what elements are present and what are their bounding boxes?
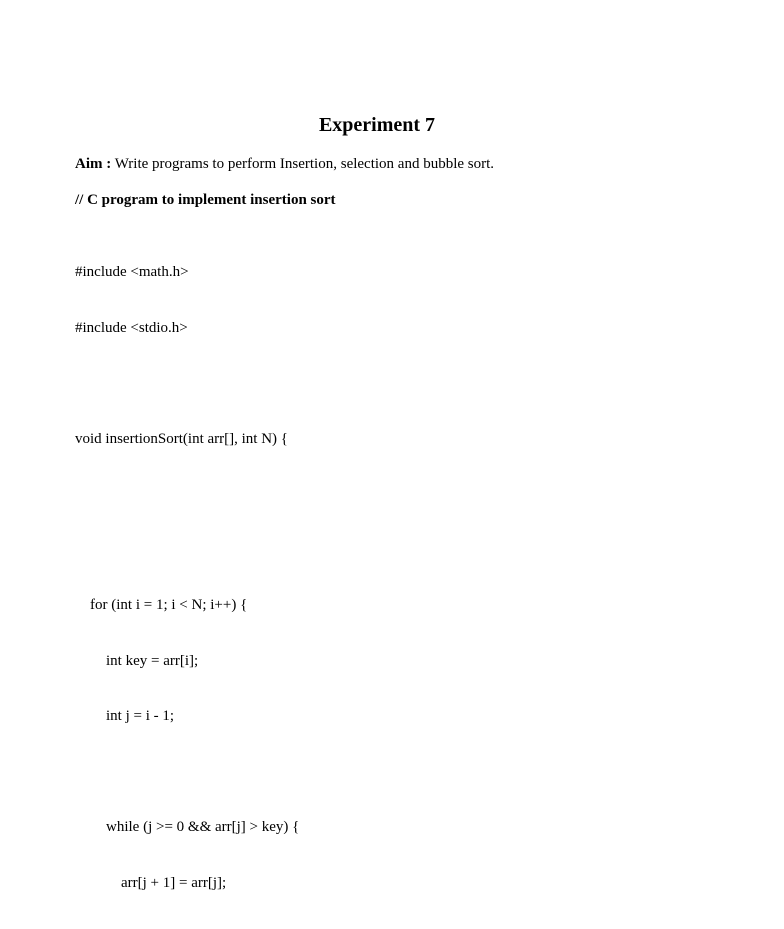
code-line-include-math: #include <math.h> [75,264,189,280]
code-line-key-decl: int key = arr[i]; [106,652,199,669]
aim-label: Aim : [75,156,112,172]
code-blank-line [75,541,299,560]
code-blank-line [75,374,299,393]
code-line-j-decl: int j = i - 1; [106,708,175,724]
code-line-include-stdio: #include <stdio.h> [75,319,188,336]
page-title: Experiment 7 [318,114,436,136]
code-blank-line [75,485,299,504]
code-line-while-loop: while (j >= 0 && arr[j] > key) { [106,819,300,835]
code-block [75,226,299,929]
code-line-function-signature: void insertionSort(int arr[], int N) { [75,430,288,447]
code-line-shift-stmt: arr[j + 1] = arr[j]; [121,874,227,891]
code-comment-heading: // C program to implement insertion sort [75,192,336,208]
aim-paragraph [75,154,494,174]
code-line-for-loop: for (int i = 1; i < N; i++) { [90,597,248,613]
aim-text: Write programs to perform Insertion, selection and bubble sort. [111,156,495,172]
code-blank-line [75,763,299,782]
